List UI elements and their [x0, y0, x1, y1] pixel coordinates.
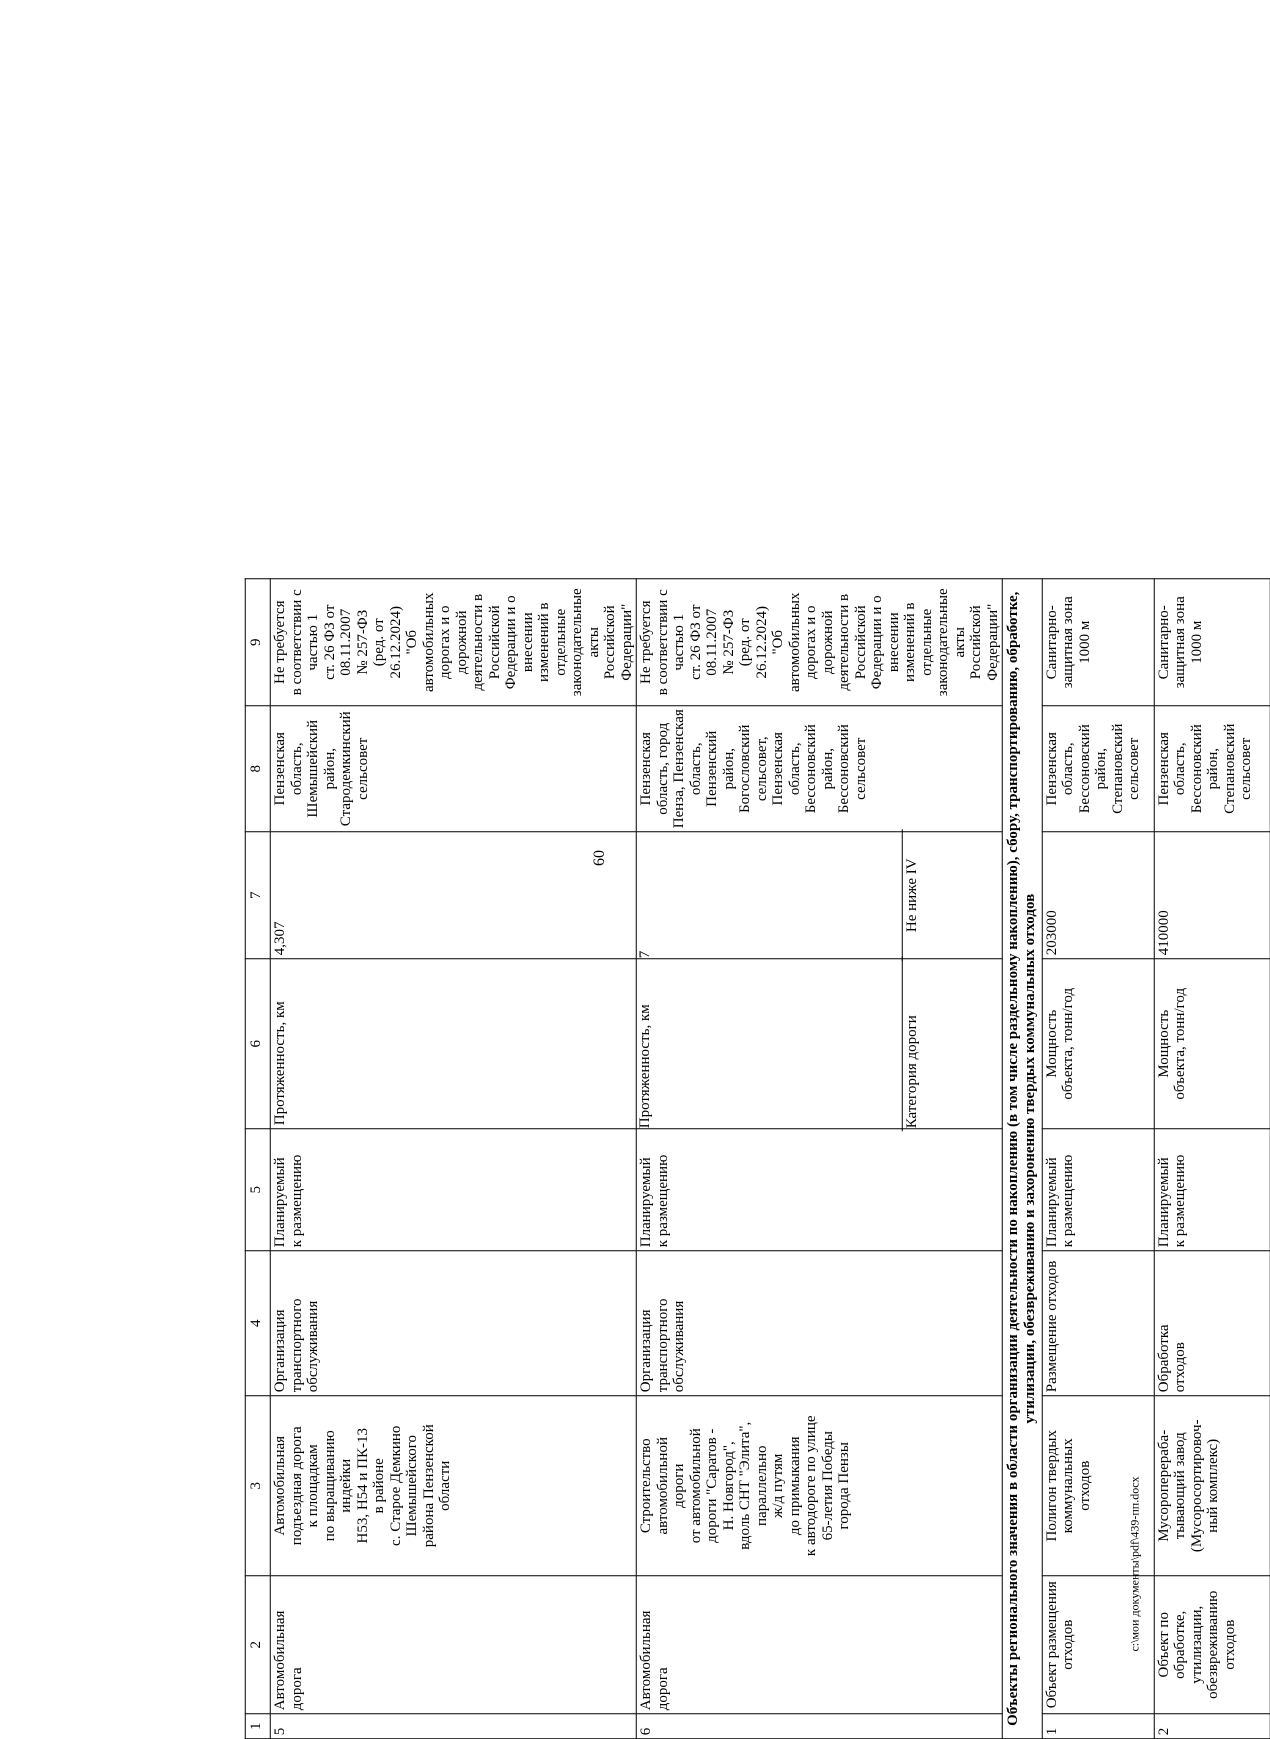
- characteristic-name: Мощность объекта, тонн/год: [1042, 959, 1154, 1129]
- section-title: Объекты регионального значения в области организации деятельности по накоплению (в том числе раздельному накоплению), сбору, транспортированию, обработке, утилизации, обезвреживанию и захоронению твердых коммунальных отходов: [1002, 579, 1042, 1739]
- characteristic-name: Протяженность, км: [636, 1004, 653, 1129]
- characteristic-value: 410000: [1154, 832, 1270, 959]
- row-number: 2: [1154, 1714, 1270, 1739]
- table-header-row: [245, 579, 270, 1739]
- object-type: Автомобильная дорога: [636, 1576, 1002, 1714]
- table-row-5: [270, 579, 636, 1739]
- header-cell-8: 8: [245, 706, 270, 832]
- characteristic-value: 7: [636, 950, 653, 959]
- object-location: Пензенская область, город Пенза, Пензенская область, Пензенский район, Богословский сельсовет, Пензенская область, Бессоновский район, Бессоновский сельсовет: [636, 706, 1002, 832]
- section-heading-row: [1002, 579, 1042, 1739]
- zone-restrictions: Не требуется в соответствии с частью 1 ст. 26 ФЗ от 08.11.2007 № 257-ФЗ (ред. от 26.12.2024) "Об автомобильных дорогах и о дорожной деятельности в Российской Федерации и о внесении изменений в отдельные законодательные акты Российской Федерации": [636, 579, 1002, 706]
- characteristic-value: Не ниже IV: [902, 829, 1001, 961]
- characteristic-value: 203000: [1042, 832, 1154, 959]
- header-cell-6: 6: [245, 959, 270, 1129]
- objects-table: [245, 578, 1270, 1739]
- row-number: 5: [270, 1714, 636, 1739]
- object-type: Объект по обработке, утилизации, обезвреживанию отходов: [1154, 1576, 1270, 1714]
- zone-restrictions: Санитарно-защитная зона 1000 м: [1042, 579, 1154, 706]
- characteristic-name-cell: [636, 959, 1002, 1129]
- row-number: 1: [1042, 1714, 1154, 1739]
- object-purpose: Размещение отходов: [1042, 1251, 1154, 1396]
- object-location: Пензенская область, Бессоновский район, Степановский сельсовет: [1154, 706, 1270, 832]
- object-name: Полигон твердых коммунальных отходов: [1042, 1396, 1154, 1576]
- characteristic-value-cell: [636, 832, 1002, 959]
- zone-restrictions: Санитарно-защитная зона 1000 м: [1154, 579, 1270, 706]
- characteristic-name: Протяженность, км: [270, 959, 636, 1129]
- object-name: Строительство автомобильной дороги от автомобильной дороги "Саратов - Н. Новгород", вдоль СНТ "Элита", параллельно ж/д путям до примыкания к автодороге по улице 65-летия Победы города Пензы: [636, 1396, 1002, 1576]
- characteristic-name: Категория дороги: [902, 956, 1001, 1131]
- row-number: 6: [636, 1714, 1002, 1739]
- header-cell-3: 3: [245, 1396, 270, 1576]
- object-status: Планируемый к размещению: [270, 1129, 636, 1251]
- table-row-6: [636, 579, 1002, 1739]
- footer-file-path: c:\мои документы\pdf\439-пп.docx: [1127, 1476, 1142, 1652]
- object-purpose: Организация транспортного обслуживания: [270, 1251, 636, 1396]
- object-status: Планируемый к размещению: [1042, 1129, 1154, 1251]
- characteristic-name: Мощность объекта, тонн/год: [1154, 959, 1270, 1129]
- header-cell-4: 4: [245, 1251, 270, 1396]
- page-number: 60: [591, 850, 608, 866]
- zone-restrictions: Не требуется в соответствии с частью 1 ст. 26 ФЗ от 08.11.2007 № 257-ФЗ (ред. от 26.12.2024) "Об автомобильных дорогах и о дорожной деятельности в Российской Федерации и о внесении изменений в отдельные законодательные акты Российской Федерации": [270, 579, 636, 706]
- object-status: Планируемый к размещению: [1154, 1129, 1270, 1251]
- object-name: Автомобильная подъездная дорога к площадкам по выращиванию индейки Н53, Н54 и ПК-13 в районе с. Старое Демкино Шемышейского района Пензенской области: [270, 1396, 636, 1576]
- header-cell-9: 9: [245, 579, 270, 706]
- object-purpose: Обработка отходов: [1154, 1251, 1270, 1396]
- object-name: Мусороперераба- тывающий завод (Мусоросортировоч- ный комплекс): [1154, 1396, 1270, 1576]
- header-cell-1: 1: [245, 1714, 270, 1739]
- header-cell-7: 7: [245, 832, 270, 959]
- object-purpose: Организация транспортного обслуживания: [636, 1251, 1002, 1396]
- table-row-section-2: [1154, 579, 1270, 1739]
- object-location: Пензенская область, Бессоновский район, Степановский сельсовет: [1042, 706, 1154, 832]
- header-cell-5: 5: [245, 1129, 270, 1251]
- characteristic-value: 4,307: [270, 832, 636, 959]
- object-location: Пензенская область, Шемышейский район, Стародемкинский сельсовет: [270, 706, 636, 832]
- object-type: Автомобильная дорога: [270, 1576, 636, 1714]
- header-cell-2: 2: [245, 1576, 270, 1714]
- object-type: Объект размещения отходов: [1042, 1576, 1154, 1714]
- object-status: Планируемый к размещению: [636, 1129, 1002, 1251]
